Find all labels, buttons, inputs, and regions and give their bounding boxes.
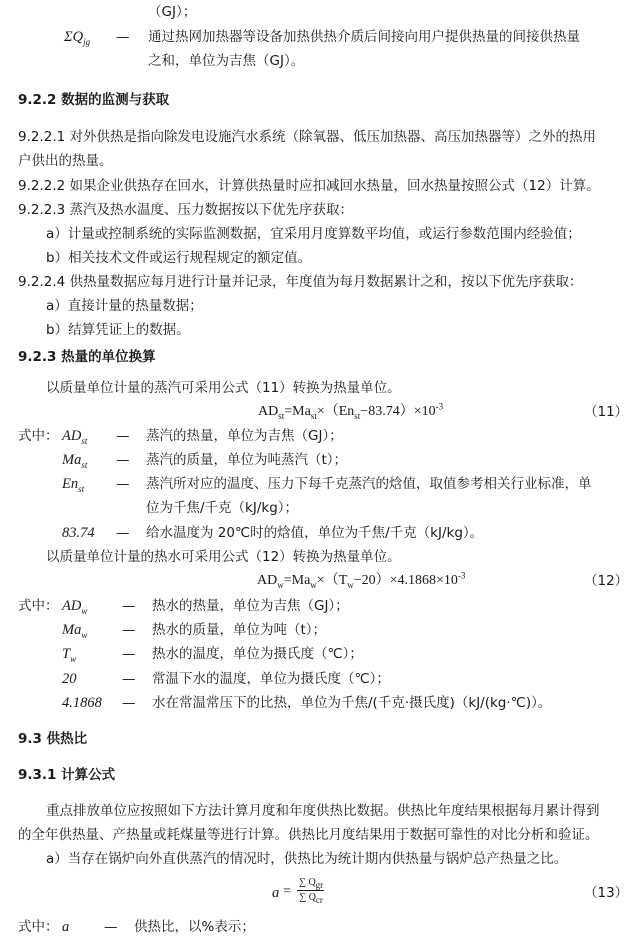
var-symbol: 20 (62, 671, 77, 687)
var-dash: — (116, 476, 130, 492)
var-dash: — (122, 646, 136, 662)
var-dash: — (116, 428, 130, 444)
paragraph: 以质量单位计量的热水可采用公式（12）转换为热量单位。 (46, 549, 401, 565)
var-dash: — (116, 525, 130, 541)
var-desc-cont: 位为千焦/千克（kJ/kg）； (146, 500, 299, 516)
list-item: b）相关技术文件或运行规程规定的额定值。 (46, 250, 312, 266)
clause-text: 户供出的热量。 (18, 153, 113, 169)
list-item: b）结算凭证上的数据。 (46, 322, 190, 338)
formula-number: （11） (584, 404, 629, 420)
var-symbol: $Ma_{st}$ (62, 452, 88, 470)
section-heading: 9.2.2 数据的监测与获取 (18, 92, 170, 108)
var-desc: 给水温度为 20℃时的焓值，单位为千焦/千克（kJ/kg）。 (146, 525, 484, 541)
fraction-bar (297, 890, 324, 891)
list-item: a）当存在锅炉向外直供蒸汽的情况时，供热比为统计期内供热量与锅炉总产热量之比。 (46, 851, 568, 867)
var-dash: — (122, 598, 136, 614)
section-heading: 9.3 供热比 (18, 731, 88, 747)
var-dash: — (122, 695, 136, 711)
var-symbol: $T_w$ (62, 646, 77, 664)
var-dash: — (104, 919, 118, 935)
clause-text: 9.2.2.4 供热量数据应每月进行计量并记录，年度值为每月数据累计之和，按以下优先序获取： (18, 274, 583, 290)
var-desc: 供热比，以%表示； (134, 919, 255, 935)
formula-13-eq: = (283, 884, 291, 899)
var-desc: 热水的热量，单位为吉焦（GJ）； (152, 598, 349, 614)
prev-continuation: （GJ）； (148, 4, 197, 20)
var-desc: 常温下水的温度，单位为摄氏度（℃）； (152, 671, 390, 687)
formula-11: $AD_{st}=Ma_{st}\times(En_{st}-83.74)\times 10^{-3}$ (258, 401, 444, 421)
subsection-heading: 9.3.1 计算公式 (18, 767, 116, 783)
var-desc: 水在常温常压下的比热，单位为千焦/(千克·摄氏度)（kJ/(kg·℃)）。 (152, 695, 552, 711)
var-symbol: a (62, 919, 70, 935)
var-dash: — (116, 452, 130, 468)
var-desc: 蒸汽所对应的温度、压力下每千克蒸汽的焓值，取值参考相关行业标准，单 (146, 476, 592, 492)
paragraph: 重点排放单位应按照如下方法计算月度和年度供热比数据。供热比年度结果根据每月累计得到 (46, 803, 600, 819)
var-dash: — (116, 29, 130, 45)
clause-text: 9.2.2.2 如果企业供热存在回水，计算供热量时应扣减回水热量，回水热量按照公式（12）计算。 (18, 178, 600, 194)
formula-13-numerator: ∑ $Q_{gr}$ (298, 877, 324, 890)
section-heading: 9.2.3 热量的单位换算 (18, 349, 156, 365)
formula-13-denominator: ∑ $Q_{cr}$ (299, 892, 323, 905)
paragraph: 以质量单位计量的蒸汽可采用公式（11）转换为热量单位。 (46, 380, 401, 396)
var-symbol: $AD_{st}$ (62, 428, 88, 446)
formula-number: （13） (584, 885, 629, 901)
formula-12: $AD_w=Ma_w\times(T_w-20)\times 4.1868\times 10^{-3}$ (257, 570, 466, 590)
where-label: 式中： (18, 919, 59, 935)
var-dash: — (122, 622, 136, 638)
var-symbol: $AD_w$ (62, 598, 88, 616)
var-symbol: $En_{st}$ (62, 476, 85, 494)
var-desc: 热水的质量，单位为吨（t）； (152, 622, 327, 638)
where-label: 式中： (18, 428, 59, 444)
clause-text: 9.2.2.1 对外供热是指向除发电设施汽水系统（除氧器、低压加热器、高压加热器等）之外的热用 (18, 129, 597, 145)
var-symbol: 83.74 (62, 525, 95, 541)
var-symbol: $\Sigma Q_{jg}$ (64, 29, 91, 47)
var-symbol: $Ma_w$ (62, 622, 88, 640)
formula-number: （12） (584, 573, 629, 589)
var-desc: 蒸汽的质量，单位为吨蒸汽（t）； (146, 452, 348, 468)
var-desc-cont: 之和，单位为吉焦（GJ）。 (148, 53, 305, 69)
list-item: a）直接计量的热量数据； (46, 298, 203, 314)
var-symbol: 4.1868 (62, 695, 102, 711)
var-desc: 蒸汽的热量，单位为吉焦（GJ）； (146, 428, 343, 444)
var-desc: 热水的温度，单位为摄氏度（℃）； (152, 646, 363, 662)
clause-text: 9.2.2.3 蒸汽及热水温度、压力数据按以下优先序获取： (18, 202, 354, 218)
list-item: a）计量或控制系统的实际监测数据，宜采用月度算数平均值，或运行参数范围内经验值； (46, 226, 581, 242)
var-dash: — (122, 671, 136, 687)
where-label: 式中： (18, 598, 59, 614)
var-desc: 通过热网加热器等设备加热供热介质后间接向用户提供热量的间接供热量 (148, 29, 580, 45)
paragraph: 的全年供热量、产热量或耗煤量等进行计算。供热比月度结果用于数据可靠性的对比分析和验证。 (18, 827, 599, 843)
formula-13-lhs: a (272, 885, 280, 901)
